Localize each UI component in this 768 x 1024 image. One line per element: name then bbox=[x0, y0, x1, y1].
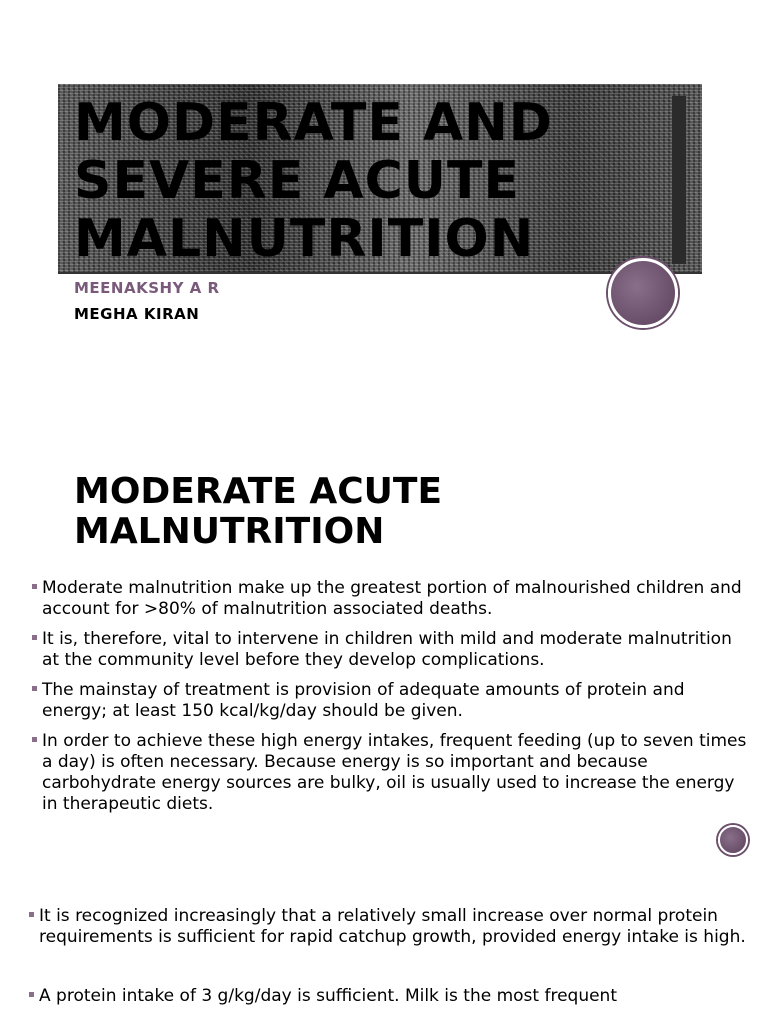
bullet-square-icon bbox=[32, 584, 37, 589]
bullet-text: In order to achieve these high energy intakes, frequent feeding (up to seven times a day) is often necessary. Because energy is so important and because carbohydrate energy sources are bulky, oil is usually used to increase the energy in therapeutic diets. bbox=[42, 731, 747, 814]
list-item bbox=[30, 629, 750, 671]
list-item bbox=[30, 680, 750, 722]
list-item bbox=[27, 986, 747, 1007]
author-name-2: MEGHA KIRAN bbox=[74, 305, 200, 323]
bullet-text: A protein intake of 3 g/kg/day is sufficient. Milk is the most frequent bbox=[39, 986, 617, 1006]
content-slide bbox=[0, 400, 768, 870]
author-name-1: MEENAKSHY A R bbox=[74, 279, 220, 297]
section-title: MODERATE ACUTE MALNUTRITION bbox=[74, 471, 443, 552]
list-item bbox=[30, 578, 750, 620]
bullet-text: The mainstay of treatment is provision of adequate amounts of protein and energy; at least 150 kcal/kg/day should be given. bbox=[42, 680, 685, 721]
bullet-text: It is, therefore, vital to intervene in children with mild and moderate malnutrition at the community level before they develop complications. bbox=[42, 629, 732, 670]
bullet-square-icon bbox=[32, 635, 37, 640]
title-band-bottom-line bbox=[58, 272, 702, 274]
list-item bbox=[30, 731, 750, 815]
decorative-circle-icon bbox=[608, 258, 678, 328]
bullet-square-icon bbox=[32, 737, 37, 742]
title-slide bbox=[0, 0, 768, 400]
bullet-square-icon bbox=[29, 992, 34, 997]
continued-slide bbox=[0, 870, 768, 1024]
bullet-text: Moderate malnutrition make up the greatest portion of malnourished children and account for >80% of malnutrition associated deaths. bbox=[42, 578, 742, 619]
bullet-square-icon bbox=[32, 686, 37, 691]
bullet-square-icon bbox=[29, 912, 34, 917]
bullet-text: It is recognized increasingly that a relatively small increase over normal protein requirements is sufficient for rapid catchup growth, provided energy intake is high. bbox=[39, 906, 746, 947]
decorative-circle-icon bbox=[718, 825, 748, 855]
main-title: MODERATE AND SEVERE ACUTE MALNUTRITION bbox=[74, 93, 553, 269]
bullet-list bbox=[30, 578, 750, 824]
bullet-list bbox=[27, 906, 747, 1007]
list-item bbox=[27, 906, 747, 948]
